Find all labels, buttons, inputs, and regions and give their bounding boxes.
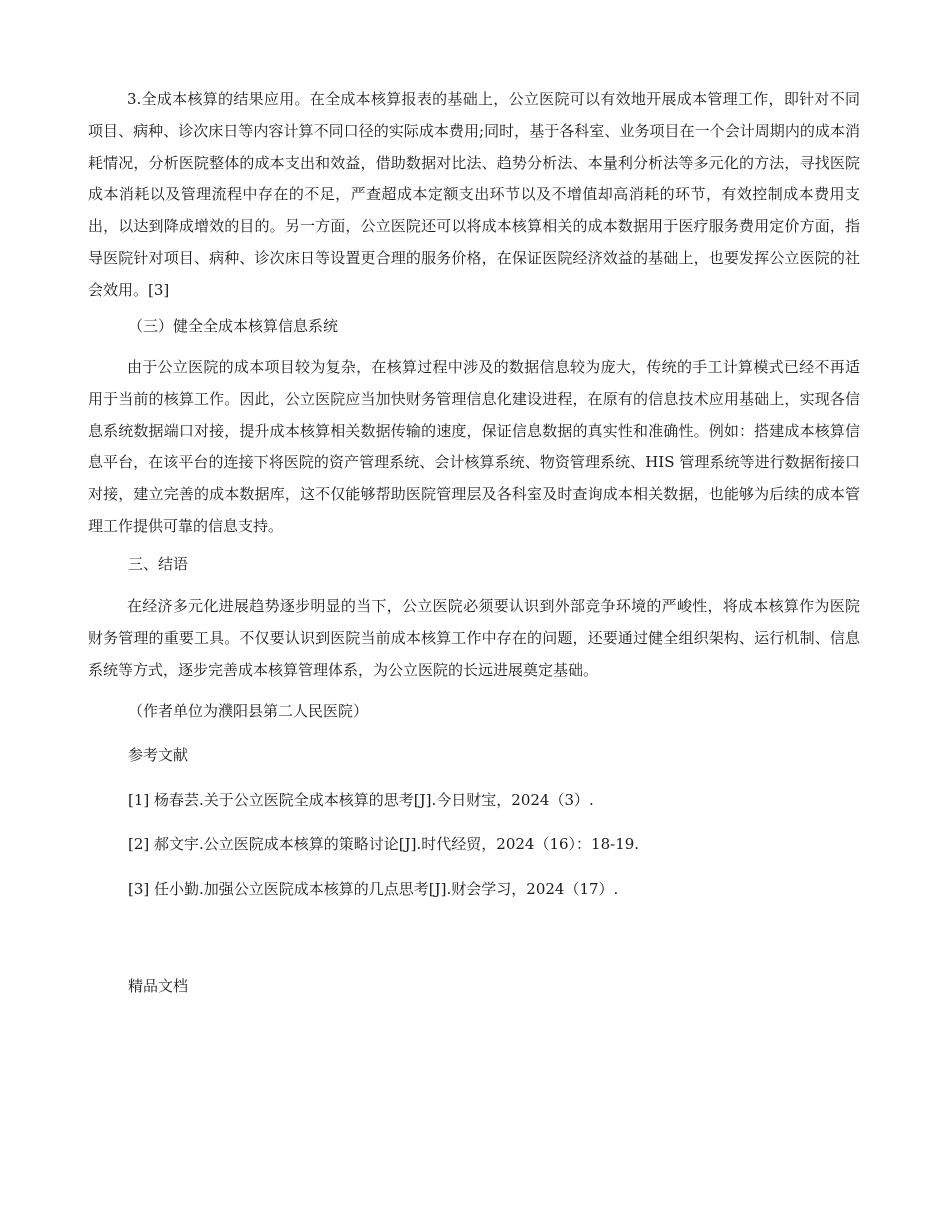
- paragraph-info-system: 由于公立医院的成本项目较为复杂，在核算过程中涉及的数据信息较为庞大，传统的手工计算模式已经不再适用于当前的核算工作。因此，公立医院应当加快财务管理信息化建设进程，在原有的信息技术应用基础上，实现各信息系统数据端口对接，提升成本核算相关数据传输的速度，保证信息数据的真实性和准确性。例如：搭建成本核算信息平台，在该平台的连接下将医院的资产管理系统、会计核算系统、物资管理系统、HIS 管理系统等进行数据衔接口对接，建立完善的成本数据库，这不仅能够帮助医院管理层及各科室及时查询成本相关数据，也能够为后续的成本管理工作提供可靠的信息支持。: [88, 358, 860, 535]
- footer-label: 精品文档: [128, 977, 189, 995]
- reference-item-1: [1] 杨春芸.关于公立医院全成本核算的思考[J].今日财宝，2024（3）.: [128, 791, 594, 809]
- paragraph-cost-accounting-application: 3.全成本核算的结果应用。在全成本核算报表的基础上，公立医院可以有效地开展成本管理工作，即针对不同项目、病种、诊次床日等内容计算不同口径的实际成本费用;同时，基于各科室、业务项目在一个会计周期内的成本消耗情况，分析医院整体的成本支出和效益，借助数据对比法、趋势分析法、本量利分析法等多元化的方法，寻找医院成本消耗以及管理流程中存在的不足，严查超成本定额支出环节以及不增值却高消耗的环节，有效控制成本费用支出，以达到降成增效的目的。另一方面，公立医院还可以将成本核算相关的成本数据用于医疗服务费用定价方面，指导医院针对项目、病种、诊次床日等设置更合理的服务价格，在保证医院经济效益的基础上，也要发挥公立医院的社会效用。[3]: [88, 90, 860, 299]
- section-heading-info-system: （三）健全全成本核算信息系统: [128, 317, 339, 335]
- references-title: 参考文献: [128, 746, 189, 764]
- section-heading-conclusion: 三、结语: [128, 555, 189, 573]
- reference-item-2: [2] 郝文宇.公立医院成本核算的策略讨论[J].时代经贸，2024（16）：18-19.: [128, 835, 640, 853]
- reference-item-3: [3] 任小勤.加强公立医院成本核算的几点思考[J].财会学习，2024（17）.: [128, 880, 619, 898]
- paragraph-conclusion: 在经济多元化进展趋势逐步明显的当下，公立医院必须要认识到外部竞争环境的严峻性，将成本核算作为医院财务管理的重要工具。不仅要认识到医院当前成本核算工作中存在的问题，还要通过健全组织架构、运行机制、信息系统等方式，逐步完善成本核算管理体系，为公立医院的长远进展奠定基础。: [88, 597, 860, 679]
- author-affiliation: （作者单位为濮阳县第二人民医院）: [128, 702, 369, 720]
